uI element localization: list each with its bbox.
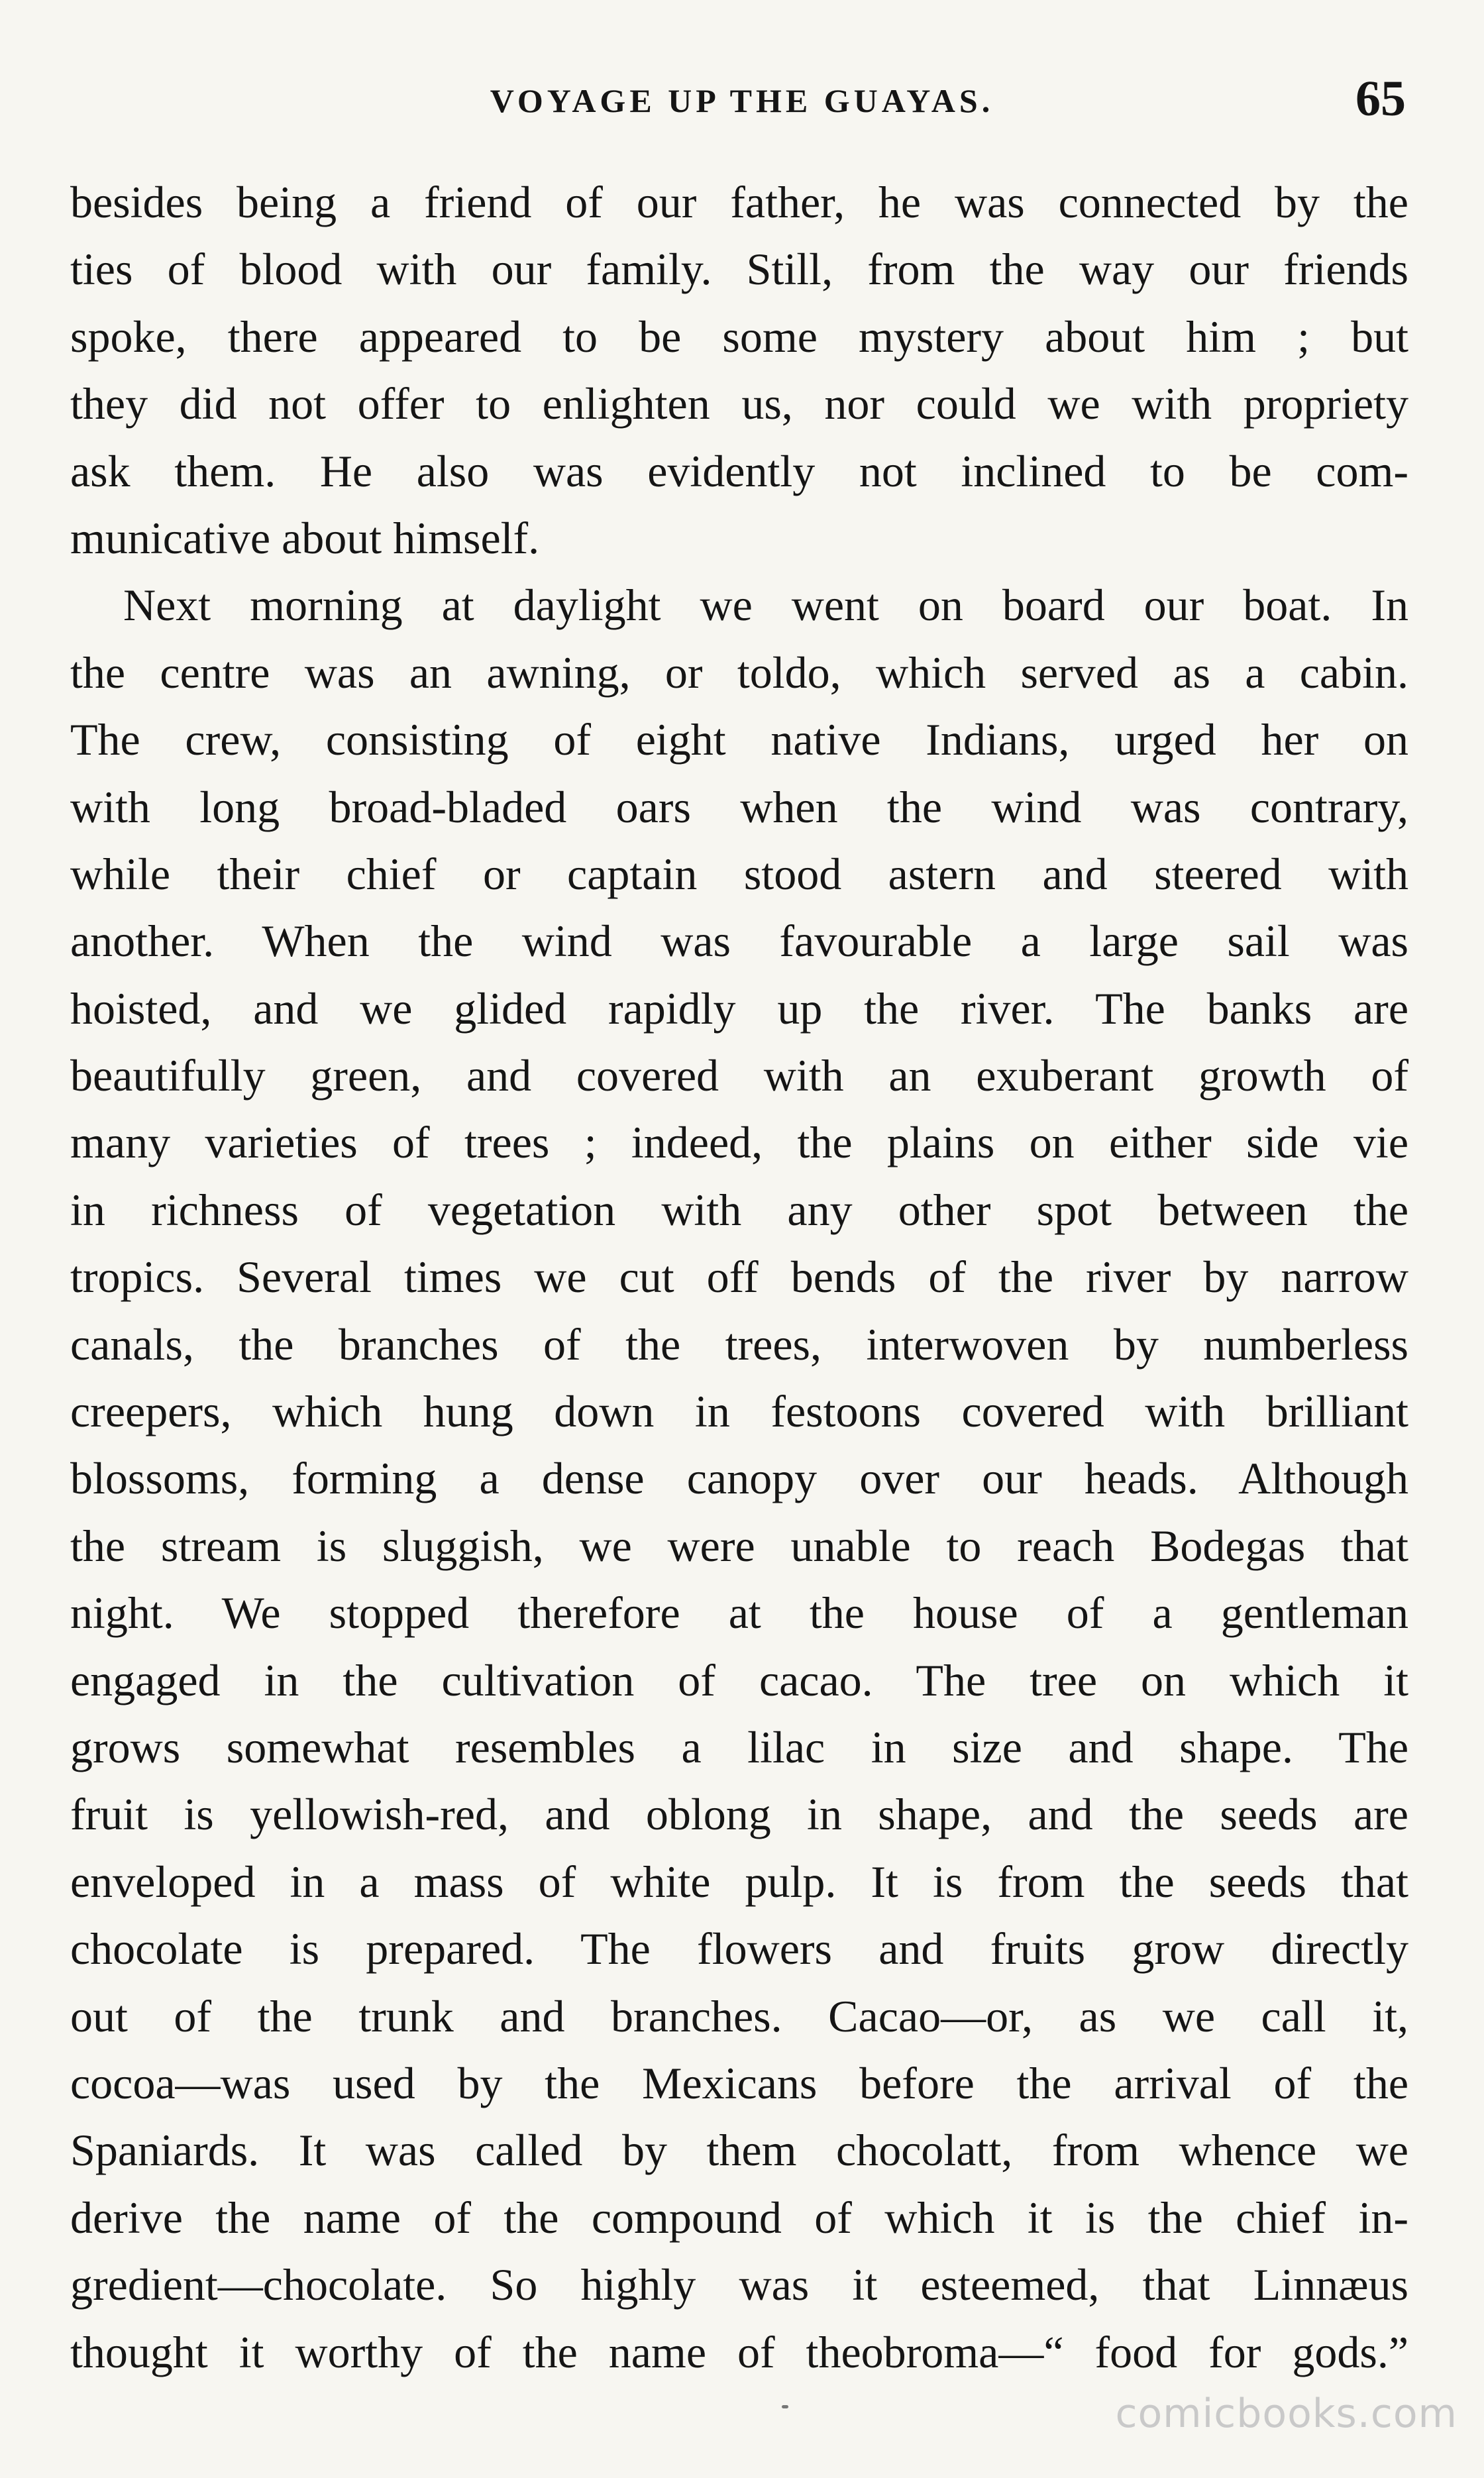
text-line: enveloped in a mass of white pulp. It is from the seeds that (70, 1856, 1408, 1907)
text-line: thought it worthy of the name of theobroma—“ food for gods.” (70, 2326, 1408, 2377)
text-line: with long broad-bladed oars when the wind was contrary, (70, 781, 1408, 832)
body-text (70, 169, 1408, 2386)
text-line: cocoa—was used by the Mexicans before the arrival of the (70, 2057, 1408, 2108)
text-line: fruit is yellowish-red, and oblong in shape, and the seeds are (70, 1789, 1408, 1840)
text-line: the centre was an awning, or toldo, which served as a cabin. (70, 647, 1408, 698)
text-line: Next morning at daylight we went on board our boat. In (123, 580, 1408, 631)
text-line: blossoms, forming a dense canopy over our heads. Although (70, 1453, 1408, 1504)
text-line: ties of blood with our family. Still, from the way our friends (70, 244, 1408, 295)
text-line: spoke, there appeared to be some mystery about him ; but (70, 311, 1408, 362)
text-line: gredient—chocolate. So highly was it esteemed, that Linnæus (70, 2259, 1408, 2310)
text-line: the stream is sluggish, we were unable to reach Bodegas that (70, 1520, 1408, 1571)
text-line: in richness of vegetation with any other spot between the (70, 1184, 1408, 1235)
text-line: grows somewhat resembles a lilac in size and shape. The (70, 1721, 1408, 1772)
text-line: chocolate is prepared. The flowers and fruits grow directly (70, 1923, 1408, 1974)
text-line: beautifully green, and covered with an exuberant growth of (70, 1050, 1408, 1101)
text-line: ask them. He also was evidently not inclined to be com- (70, 445, 1408, 496)
text-line: another. When the wind was favourable a large sail was (70, 916, 1408, 967)
watermark: comicbooks.com (1115, 2391, 1458, 2437)
running-head (0, 71, 1484, 134)
text-line: Spaniards. It was called by them chocolatt, from whence we (70, 2125, 1408, 2176)
text-line: canals, the branches of the trees, interwoven by numberless (70, 1319, 1408, 1370)
print-speck (782, 2405, 788, 2408)
text-line: hoisted, and we glided rapidly up the river. The banks are (70, 983, 1408, 1034)
text-line: they did not offer to enlighten us, nor could we with propriety (70, 378, 1408, 429)
text-line: tropics. Several times we cut off bends of the river by narrow (70, 1252, 1408, 1303)
text-line: while their chief or captain stood astern and steered with (70, 848, 1408, 899)
text-line: derive the name of the compound of which it is the chief in- (70, 2192, 1408, 2243)
text-line: municative about himself. (70, 512, 540, 563)
text-line: besides being a friend of our father, he was connected by the (70, 177, 1408, 227)
text-line: creepers, which hung down in festoons covered with brilliant (70, 1386, 1408, 1437)
page-number: 65 (1355, 71, 1406, 127)
text-line: out of the trunk and branches. Cacao—or, as we call it, (70, 1990, 1408, 2041)
text-line: The crew, consisting of eight native Indians, urged her on (70, 714, 1408, 765)
text-line: many varieties of trees ; indeed, the plains on either side vie (70, 1117, 1408, 1168)
running-title: VOYAGE UP THE GUAYAS. (490, 82, 994, 119)
text-line: night. We stopped therefore at the house of a gentleman (70, 1588, 1408, 1639)
text-line: engaged in the cultivation of cacao. The tree on which it (70, 1654, 1408, 1705)
